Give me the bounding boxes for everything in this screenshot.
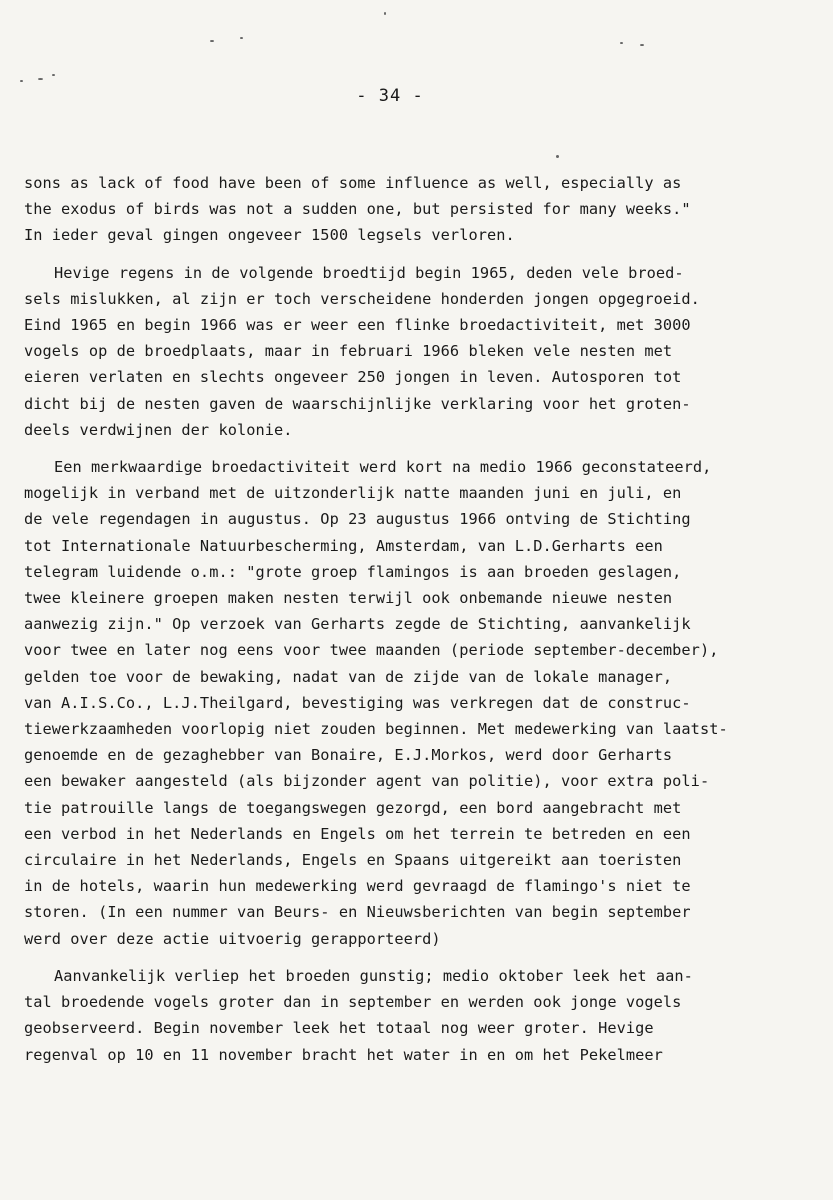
text-line: tie patrouille langs de toegangswegen gezorgd, een bord aangebracht met [24,798,682,817]
text-line: Een merkwaardige broedactiviteit werd kort na medio 1966 geconstateerd, [54,458,712,477]
text-line: tal broedende vogels groter dan in september en werden ook jonge vogels [24,993,682,1012]
scan-speck [38,78,43,80]
text-line: circulaire in het Nederlands, Engels en Spaans uitgereikt aan toeristen [24,851,682,870]
text-line: mogelijk in verband met de uitzonderlijk natte maanden juni en juli, en [24,484,682,503]
text-line: gelden toe voor de bewaking, nadat van de zijde van de lokale manager, [24,667,673,686]
text-line: de vele regendagen in augustus. Op 23 augustus 1966 ontving de Stichting [24,510,691,529]
text-line: in de hotels, waarin hun medewerking werd gevraagd de flamingo's niet te [24,877,691,896]
scan-speck [620,42,623,44]
text-line: een verbod in het Nederlands en Engels om het terrein te betreden en een [24,824,691,843]
text-line: van A.I.S.Co., L.J.Theilgard, bevestiging was verkregen dat de construc- [24,693,691,712]
paragraph [24,170,814,249]
text-line: genoemde en de gezaghebber van Bonaire, E.J.Morkos, werd door Gerharts [24,746,673,765]
text-line: eieren verlaten en slechts ongeveer 250 jongen in leven. Autosporen tot [24,368,682,387]
page-number: - 34 - [356,86,424,106]
scan-speck [640,44,644,46]
body-text [24,170,814,1079]
text-line: geobserveerd. Begin november leek het totaal nog weer groter. Hevige [24,1019,654,1038]
text-line: storen. (In een nummer van Beurs- en Nieuwsberichten van begin september [24,903,691,922]
text-line: Eind 1965 en begin 1966 was er weer een flinke broedactiviteit, met 3000 [24,316,691,335]
scan-speck [20,80,23,82]
scan-speck [556,155,559,158]
text-line: deels verdwijnen der kolonie. [24,420,293,439]
text-line: sels mislukken, al zijn er toch verscheidene honderden jongen opgegroeid. [24,289,700,308]
paragraph [24,454,814,952]
text-line: In ieder geval gingen ongeveer 1500 legsels verloren. [24,226,515,245]
text-line: Aanvankelijk verliep het broeden gunstig; medio oktober leek het aan- [54,966,693,985]
text-line: een bewaker aangesteld (als bijzonder agent van politie), voor extra poli- [24,772,710,791]
text-line: tiewerkzaamheden voorlopig niet zouden beginnen. Met medewerking van laatst- [24,720,728,739]
text-line: aanwezig zijn." Op verzoek van Gerharts zegde de Stichting, aanvankelijk [24,615,691,634]
text-line: tot Internationale Natuurbescherming, Amsterdam, van L.D.Gerharts een [24,536,663,555]
scan-speck [384,12,386,15]
text-line: regenval op 10 en 11 november bracht het water in en om het Pekelmeer [24,1045,663,1064]
text-line: twee kleinere groepen maken nesten terwijl ook onbemande nieuwe nesten [24,589,673,608]
text-line: dicht bij de nesten gaven de waarschijnlijke verklaring voor het groten- [24,394,691,413]
text-line: sons as lack of food have been of some influence as well, especially as [24,174,682,192]
scan-speck [240,37,243,39]
text-line: voor twee en later nog eens voor twee maanden (periode september-december), [24,641,719,660]
text-line: telegram luidende o.m.: "grote groep flamingos is aan broeden geslagen, [24,562,682,581]
paragraph [24,260,814,443]
scan-speck [210,40,214,42]
text-line: vogels op de broedplaats, maar in februari 1966 bleken vele nesten met [24,342,673,361]
paragraph [24,963,814,1068]
text-line: werd over deze actie uitvoerig gerapporteerd) [24,929,441,948]
text-line: the exodus of birds was not a sudden one, but persisted for many weeks." [24,200,691,219]
scan-speck [52,74,55,76]
text-line: Hevige regens in de volgende broedtijd begin 1965, deden vele broed- [54,263,684,282]
